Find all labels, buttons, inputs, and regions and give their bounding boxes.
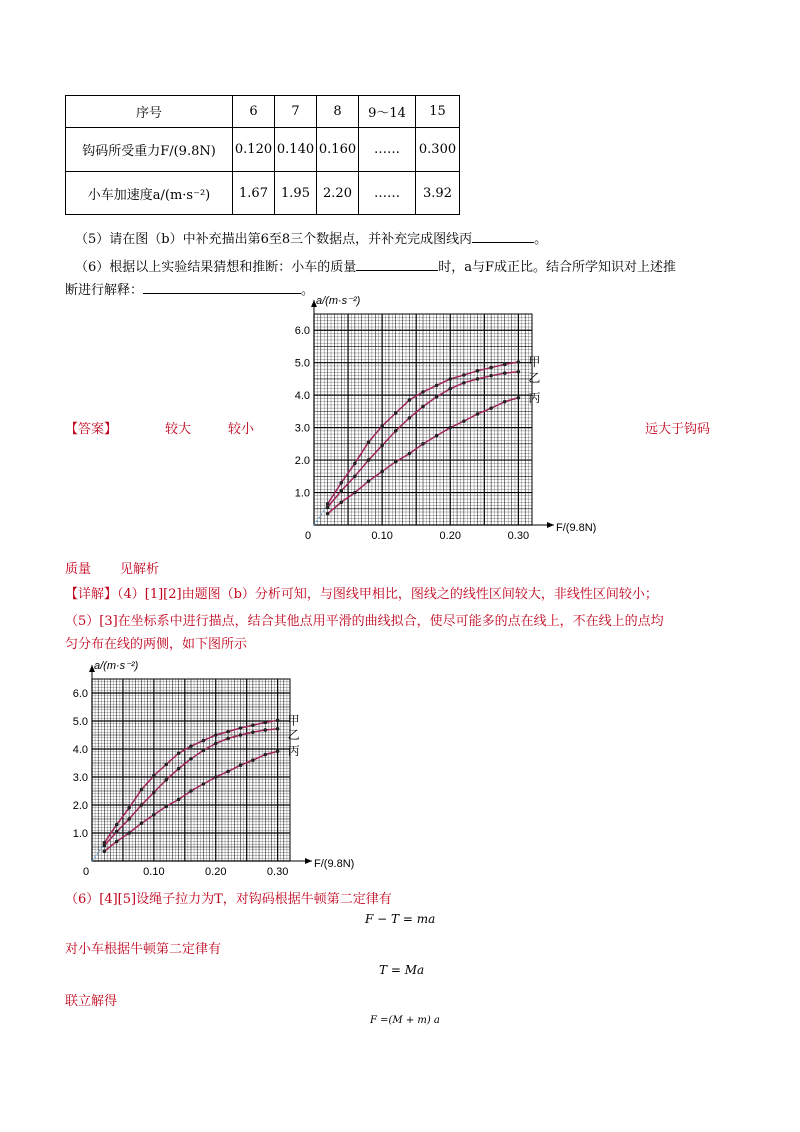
data-point	[489, 406, 493, 410]
data-point	[276, 727, 280, 731]
data-point	[214, 775, 218, 779]
data-point	[394, 460, 398, 464]
data-point	[448, 387, 452, 391]
data-point	[326, 505, 330, 509]
table-cell: ……	[359, 172, 416, 215]
data-point	[226, 730, 230, 734]
table-header-row	[66, 96, 460, 128]
detail-line-4: （6）[4][5]设绳子拉力为T，对钩码根据牛顿第二定律有	[65, 892, 392, 907]
answer-1: 较大	[165, 422, 192, 437]
table-cell: 3.92	[416, 172, 460, 215]
x-tick-label: 0.10	[143, 866, 165, 878]
detail-line-1: 【详解】（4）[1][2]由题图（b）分析可知，与图线甲相比，图线之的线性区间较大，非线性区间较小；	[65, 587, 658, 602]
data-point	[103, 849, 107, 853]
data-point	[517, 396, 521, 400]
detail-line-2: （5）[3]在坐标系中进行描点，结合其他点用平滑的曲线拟合，使尽可能多的点在线上，不在线上的点均	[65, 614, 664, 629]
data-point	[394, 429, 398, 433]
data-point	[448, 377, 452, 381]
table-cell: ……	[359, 128, 416, 172]
answer-2: 较小	[228, 422, 255, 437]
data-point	[140, 788, 144, 792]
series-label: 乙	[287, 727, 300, 742]
chart-2	[60, 654, 380, 880]
y-tick-label: 6.0	[72, 688, 88, 700]
y-tick-label: 3.0	[72, 772, 88, 784]
data-point	[380, 444, 384, 448]
y-tick-label: 5.0	[72, 716, 88, 728]
origin-label: 0	[304, 530, 312, 542]
x-tick-label: 0.20	[439, 530, 461, 542]
data-point	[127, 831, 131, 835]
y-tick-label: 1.0	[294, 487, 310, 500]
data-point	[214, 742, 218, 746]
data-point	[239, 763, 243, 767]
data-point	[476, 377, 480, 381]
data-point	[339, 489, 343, 493]
data-point	[251, 730, 255, 734]
table-cell: 钩码所受重力F/(9.8N)	[66, 128, 233, 172]
data-point	[152, 813, 156, 817]
data-point	[517, 370, 521, 374]
data-point	[127, 817, 131, 821]
data-point	[435, 434, 439, 438]
x-axis-label: F/(9.8N)	[556, 522, 597, 534]
x-tick-label: 0.10	[371, 530, 393, 542]
data-point	[226, 770, 230, 774]
data-point	[152, 791, 156, 795]
table-cell: 0.160	[317, 128, 359, 172]
answer-label: 【答案】	[65, 422, 118, 437]
x-tick-label: 0.30	[266, 866, 289, 878]
data-point	[394, 411, 398, 415]
answer-blank	[143, 281, 301, 294]
data-point	[367, 458, 371, 462]
data-point	[140, 821, 144, 825]
table-cell: 8	[317, 96, 359, 128]
data-point	[503, 371, 507, 375]
detail-line-5: 对小车根据牛顿第二定律有	[65, 942, 222, 957]
table-cell: 序号	[66, 96, 233, 128]
answer-3: 远大于钩码	[645, 422, 711, 437]
detail-line-6: 联立解得	[65, 994, 118, 1009]
data-point	[462, 381, 466, 385]
question-6	[75, 258, 676, 274]
data-point	[115, 830, 119, 834]
data-point	[353, 475, 357, 479]
data-point	[263, 721, 267, 725]
data-point	[339, 481, 343, 485]
data-point	[462, 419, 466, 423]
detail-line-3: 匀分布在线的两侧，如下图所示	[65, 637, 248, 652]
answer-3-cont: 质量	[65, 562, 92, 577]
y-tick-label: 4.0	[294, 390, 310, 403]
y-tick-label: 5.0	[294, 357, 310, 370]
y-tick-label: 6.0	[294, 325, 310, 338]
data-point	[152, 774, 156, 778]
chart-grid	[92, 679, 290, 861]
data-point	[367, 479, 371, 483]
x-axis-arrow	[547, 522, 554, 528]
x-tick-label: 0.30	[507, 530, 530, 542]
table-cell: 0.300	[416, 128, 460, 172]
data-point	[408, 452, 412, 456]
x-tick-label: 0.20	[205, 866, 227, 878]
question-5	[75, 230, 547, 246]
data-point	[177, 798, 181, 802]
data-point	[276, 719, 280, 723]
series-label: 丙	[287, 744, 300, 759]
data-point	[353, 462, 357, 466]
table-cell: 0.140	[275, 128, 317, 172]
equation-3: F =(M + m) a	[370, 1015, 440, 1026]
data-point	[164, 763, 168, 767]
data-point	[251, 758, 255, 762]
data-point	[115, 840, 119, 844]
equation-1: F − T = ma	[365, 912, 436, 926]
data-point	[353, 491, 357, 495]
data-point	[380, 470, 384, 474]
data-point	[177, 751, 181, 755]
chart-grid	[314, 314, 532, 525]
data-point	[214, 733, 218, 737]
data-point	[202, 749, 206, 753]
y-tick-label: 2.0	[72, 800, 88, 812]
y-axis-label: a/(m·s⁻²)	[94, 660, 139, 672]
series-label: 丙	[528, 390, 541, 405]
question-6-text-c: 断进行解释：	[65, 283, 144, 298]
data-point	[435, 384, 439, 388]
question-5-text: （5）请在图（b）中补充描出第6至8三个数据点，并补充完成图线丙	[75, 232, 473, 247]
data-point	[226, 737, 230, 741]
question-6-text-b: 时，a与F成正比。结合所学知识对上述推	[438, 260, 677, 275]
data-point	[489, 366, 493, 370]
data-point	[476, 369, 480, 373]
answer-blank	[472, 230, 534, 243]
data-point	[435, 395, 439, 399]
table-cell: 0.120	[233, 128, 275, 172]
table-row	[66, 128, 460, 172]
data-point	[489, 374, 493, 378]
question-6-cont	[65, 281, 314, 297]
data-point	[263, 728, 267, 732]
chart-1	[280, 295, 597, 548]
answer-blank	[356, 258, 438, 271]
y-tick-label: 1.0	[72, 828, 88, 840]
data-point	[448, 426, 452, 430]
data-point	[140, 803, 144, 807]
data-point	[339, 500, 343, 504]
question-6-end: 。	[301, 283, 315, 298]
table-cell: 2.20	[317, 172, 359, 215]
data-point	[380, 424, 384, 428]
y-tick-label: 4.0	[72, 744, 88, 756]
data-point	[276, 749, 280, 753]
question-5-end: 。	[534, 232, 548, 247]
data-point	[517, 360, 521, 364]
data-point	[408, 416, 412, 420]
table-cell: 7	[275, 96, 317, 128]
table-cell: 小车加速度a/(m·s⁻²)	[66, 172, 233, 215]
data-point	[103, 844, 107, 848]
data-point	[127, 806, 131, 810]
data-point	[462, 373, 466, 377]
table-row	[66, 172, 460, 215]
data-point	[251, 723, 255, 727]
table-cell: 15	[416, 96, 460, 128]
data-point	[115, 823, 119, 827]
data-point	[202, 739, 206, 743]
data-point	[189, 744, 193, 748]
series-label: 甲	[528, 355, 541, 370]
x-axis-label: F/(9.8N)	[314, 858, 355, 870]
data-point	[202, 782, 206, 786]
data-point	[503, 363, 507, 367]
data-point	[189, 789, 193, 793]
data-point	[326, 512, 330, 516]
data-point	[164, 805, 168, 809]
origin-label: 0	[82, 866, 90, 878]
table-cell: 9～14	[359, 96, 416, 128]
y-tick-label: 2.0	[294, 455, 310, 468]
y-tick-label: 3.0	[294, 422, 310, 435]
data-point	[177, 767, 181, 771]
data-point	[367, 440, 371, 444]
data-point	[408, 398, 412, 402]
answer-4: 见解析	[120, 562, 160, 577]
data-point	[503, 400, 507, 404]
data-table	[65, 95, 460, 215]
data-point	[421, 405, 425, 409]
equation-2: T = Ma	[379, 963, 425, 977]
data-point	[239, 726, 243, 730]
data-point	[421, 390, 425, 394]
data-point	[421, 442, 425, 446]
data-point	[263, 753, 267, 757]
data-point	[476, 412, 480, 416]
table-cell: 1.67	[233, 172, 275, 215]
x-axis-arrow	[305, 858, 312, 864]
y-axis-label: a/(m·s⁻²)	[316, 295, 361, 307]
table-cell: 1.95	[275, 172, 317, 215]
data-point	[189, 757, 193, 761]
question-6-text-a: （6）根据以上实验结果猜想和推断：小车的质量	[75, 260, 357, 275]
series-label: 甲	[287, 713, 300, 728]
series-label: 乙	[528, 370, 541, 385]
data-point	[164, 778, 168, 782]
data-point	[239, 733, 243, 737]
table-cell: 6	[233, 96, 275, 128]
